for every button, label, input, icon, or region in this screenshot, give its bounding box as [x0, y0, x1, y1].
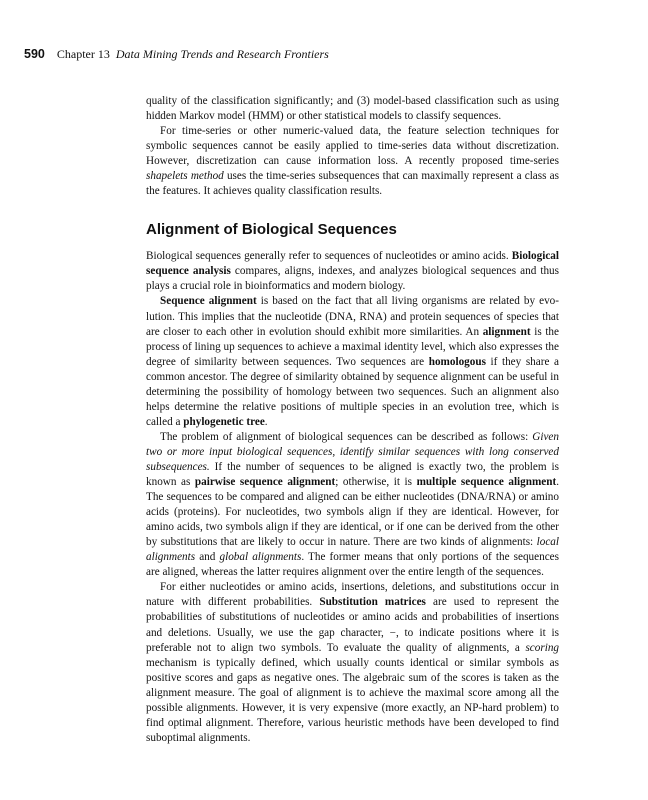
term-scoring: scoring — [525, 641, 559, 654]
term-multiple-sequence-alignment: multiple sequence alignment — [416, 476, 557, 489]
paragraph-biological-sequences: Biological sequences generally refer to sequences of nucleotides or amino acids. Biological sequence analysis compares, aligns, indexes, and analyzes biological sequences and thus plays a crucial role in bioinformatics and modern biology. — [146, 250, 559, 293]
term-substitution-matrices: Substitution matrices — [319, 596, 426, 609]
term-sequence-alignment: Sequence alignment — [160, 295, 257, 308]
term-local-alignments: local alignments — [146, 536, 559, 564]
running-header — [24, 47, 584, 62]
chapter-label: Chapter 13 — [56, 47, 110, 61]
paragraph-sequence-alignment: Sequence alignment is based on the fact that all living organisms are related by evolution. This implies that the nucleotide (DNA, RNA) and protein sequences of species that are closer to each other in evolution should exhibit more similarities. An alignment is the process of lining up sequences to achieve a maximal identity level, which also expresses the degree of similarity between sequences. Two sequences are homologous if they share a common ancestor. The degree of similarity obtained by sequence alignment can be useful in determining the possibility of homology between two sequences. Such an alignment also helps determine the relative positions of multiple species in an evolution tree, which is called a phylogenetic tree. — [146, 295, 559, 428]
chapter-title: Data Mining Trends and Research Frontiers — [115, 47, 329, 61]
paragraph-substitution-matrices: For either nucleotides or amino acids, insertions, deletions, and substitutions occur in nature with different probabilities. Substitution matrices are used to represent the probabilities of substitutions of nucleotides or amino acids and probabilities of insertions and deletions. Usually, we use the gap character, −, to indicate positions where it is preferable not to align two symbols. To evaluate the quality of alignments, a scoring mechanism is typically defined, which usually counts identical or similar symbols as positive scores and gaps as negative ones. The algebraic sum of the scores is taken as the alignment measure. The goal of alignment is to achieve the maximal score among all the possible alignments. However, it is very expensive (more exactly, an NP-hard problem) to find optimal alignment. Therefore, various heuristic methods have been developed to find suboptimal alignments. — [146, 581, 560, 744]
term-homologous: homologous — [428, 355, 486, 368]
page-number: 590 — [24, 47, 45, 61]
problem-statement: Given two or more input biological sequences, identify similar sequences with long conserved subsequences. — [146, 430, 559, 473]
term-biological-sequence-analysis: Biological sequence analysis — [146, 250, 559, 278]
term-global-alignments: global alignments — [219, 551, 302, 564]
term-alignment: alignment — [482, 325, 531, 338]
paragraph-classification-continued: quality of the classification significantly; and (3) model-based classification such as using hidden Markov model (HMM) or other statistical models to classify sequences. — [146, 95, 559, 123]
term-pairwise-sequence-alignment: pairwise sequence alignment — [194, 476, 336, 489]
paragraph-time-series: For time-series or other numeric-valued data, the feature selection techniques for symbolic sequences cannot be easily applied to time-series data without discretization. However, discretization can cause information loss. A recently proposed time-series shapelets method uses the time-series subsequences that can maximally represent a class as the features. It achieves quality classification results. — [146, 125, 559, 198]
section-heading: Alignment of Biological Sequences — [146, 221, 397, 239]
page-body — [146, 94, 559, 746]
paragraph-alignment-problem: The problem of alignment of biological sequences can be described as follows: Given two or more input biological sequences, identify similar sequences with long conserved subsequences. If the number of sequences to be aligned is exactly two, the problem is known as pairwise sequence alignment; otherwise, it is multiple sequence alignment. The sequences to be compared and aligned can be either nucleotides (DNA/RNA) or amino acids (proteins). For nucleotides, two symbols align if they are identical. However, for amino acids, two symbols align if they are identical, or if one can be derived from the other by substitutions that are likely to occur in nature. There are two kinds of alignments: local alignments and global alignments. The former means that only portions of the sequences are aligned, whereas the latter requires alignment over the entire length of the sequences. — [146, 430, 560, 579]
term-phylogenetic-tree: phylogenetic tree — [183, 415, 265, 428]
term-shapelets-method: shapelets method — [146, 170, 224, 183]
